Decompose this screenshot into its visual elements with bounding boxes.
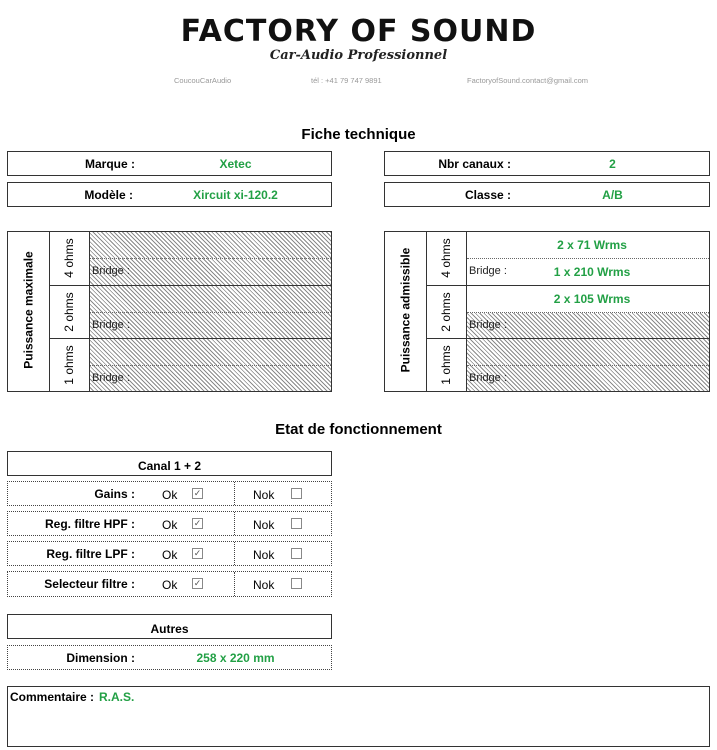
- ok-label: Ok: [162, 578, 178, 592]
- brand-logo: FACTORY OF SOUND: [180, 14, 537, 49]
- canal-header: [7, 451, 332, 476]
- puissance-admissible-side: [385, 232, 427, 391]
- contact-phone: tél : +41 79 747 9891: [311, 76, 382, 85]
- commentaire-box[interactable]: [7, 686, 710, 747]
- padm-ohms-label: 2 ohms: [439, 292, 453, 332]
- divider: [234, 542, 235, 565]
- classe-value: A/B: [602, 188, 623, 202]
- padm-bridge-label: Bridge :: [469, 319, 507, 331]
- nbr-canaux-label: Nbr canaux :: [438, 157, 511, 171]
- pmax-bridge-cell: [90, 313, 331, 339]
- autres-header: [7, 614, 332, 639]
- padm-bridge-value: 1 x 210 Wrms: [553, 265, 631, 279]
- nok-label: Nok: [253, 518, 275, 532]
- puissance-maximale-table: [7, 231, 332, 392]
- check-label: Gains :: [94, 487, 135, 501]
- ok-checkbox[interactable]: ✓: [193, 548, 202, 558]
- padm-stereo-value: 2 x 71 Wrms: [557, 238, 627, 252]
- modele-value: Xircuit xi-120.2: [193, 188, 278, 202]
- puissance-maximale-title: Puissance maximale: [21, 251, 36, 369]
- ok-checkbox[interactable]: ✓: [193, 578, 202, 588]
- padm-stereo-value: 2 x 105 Wrms: [553, 292, 631, 306]
- puissance-admissible-title: Puissance admissible: [398, 247, 413, 373]
- pmax-stereo-cell: [90, 339, 331, 366]
- modele-label: Modèle :: [84, 188, 133, 202]
- modele-row: [7, 182, 332, 207]
- marque-value: Xetec: [219, 157, 252, 171]
- padm-ohms-label: 4 ohms: [439, 238, 453, 278]
- puissance-maximale-side: [8, 232, 50, 391]
- pmax-stereo-cell: [90, 232, 331, 259]
- marque-label: Marque :: [84, 157, 135, 171]
- nok-checkbox[interactable]: [291, 578, 302, 589]
- padm-ohms-cell: [426, 339, 467, 391]
- nok-label: Nok: [253, 488, 275, 502]
- ok-checkbox[interactable]: ✓: [193, 488, 202, 498]
- nok-checkbox[interactable]: [291, 518, 302, 529]
- pmax-bridge-label: Bridge :: [92, 265, 130, 277]
- pmax-ohms-cell: [49, 339, 90, 391]
- padm-ohms-cell: [426, 286, 467, 339]
- nbr-canaux-value: 2: [609, 157, 616, 171]
- check-row-lpf: [7, 541, 332, 566]
- ok-label: Ok: [162, 518, 178, 532]
- check-row-gains: [7, 481, 332, 506]
- padm-bridge-cell: [467, 259, 709, 286]
- puissance-admissible-table: [384, 231, 710, 392]
- pmax-bridge-cell: [90, 259, 331, 286]
- commentaire-label: Commentaire :: [10, 690, 95, 704]
- pmax-bridge-label: Bridge :: [92, 319, 130, 331]
- pmax-ohms-cell: [49, 286, 90, 339]
- nok-label: Nok: [253, 578, 275, 592]
- divider: [234, 572, 235, 596]
- padm-ohms-label: 1 ohms: [439, 345, 453, 385]
- ok-label: Ok: [162, 488, 178, 502]
- contact-email: FactoryofSound.contact@gmail.com: [467, 76, 588, 85]
- padm-stereo-cell: [467, 339, 709, 366]
- padm-bridge-label: Bridge :: [469, 265, 507, 277]
- padm-bridge-cell: [467, 366, 709, 391]
- divider: [234, 512, 235, 535]
- autres-header-label: Autres: [150, 622, 189, 636]
- etat-fonctionnement-title: Etat de fonctionnement: [275, 421, 442, 438]
- dimension-label: Dimension :: [66, 651, 135, 665]
- commentaire-value: R.A.S.: [99, 690, 135, 704]
- pmax-stereo-cell: [90, 286, 331, 313]
- padm-stereo-cell: [467, 232, 709, 259]
- check-label: Selecteur filtre :: [44, 577, 135, 591]
- marque-row: [7, 151, 332, 176]
- divider: [234, 482, 235, 505]
- pmax-ohms-label: 4 ohms: [62, 238, 76, 278]
- dimension-value: 258 x 220 mm: [196, 651, 275, 665]
- check-label: Reg. filtre LPF :: [46, 547, 135, 561]
- pmax-ohms-label: 1 ohms: [62, 345, 76, 385]
- classe-row: [384, 182, 710, 207]
- check-row-hpf: [7, 511, 332, 536]
- brand-tagline: Car-Audio Professionnel: [269, 48, 448, 63]
- check-row-selecteur: [7, 571, 332, 597]
- padm-ohms-cell: [426, 232, 467, 286]
- nbr-canaux-row: [384, 151, 710, 176]
- ok-label: Ok: [162, 548, 178, 562]
- pmax-ohms-cell: [49, 232, 90, 286]
- padm-bridge-label: Bridge :: [469, 372, 507, 384]
- check-label: Reg. filtre HPF :: [44, 517, 135, 531]
- pmax-bridge-label: Bridge :: [92, 372, 130, 384]
- padm-stereo-cell: [467, 286, 709, 313]
- contact-social: CoucouCarAudio: [174, 76, 232, 85]
- nok-checkbox[interactable]: [291, 548, 302, 559]
- canal-header-label: Canal 1 + 2: [137, 459, 202, 473]
- classe-label: Classe :: [464, 188, 511, 202]
- padm-bridge-cell: [467, 313, 709, 339]
- nok-checkbox[interactable]: [291, 488, 302, 499]
- dimension-row: [7, 645, 332, 670]
- fiche-technique-title: Fiche technique: [301, 126, 416, 143]
- ok-checkbox[interactable]: ✓: [193, 518, 202, 528]
- pmax-bridge-cell: [90, 366, 331, 391]
- pmax-ohms-label: 2 ohms: [62, 292, 76, 332]
- nok-label: Nok: [253, 548, 275, 562]
